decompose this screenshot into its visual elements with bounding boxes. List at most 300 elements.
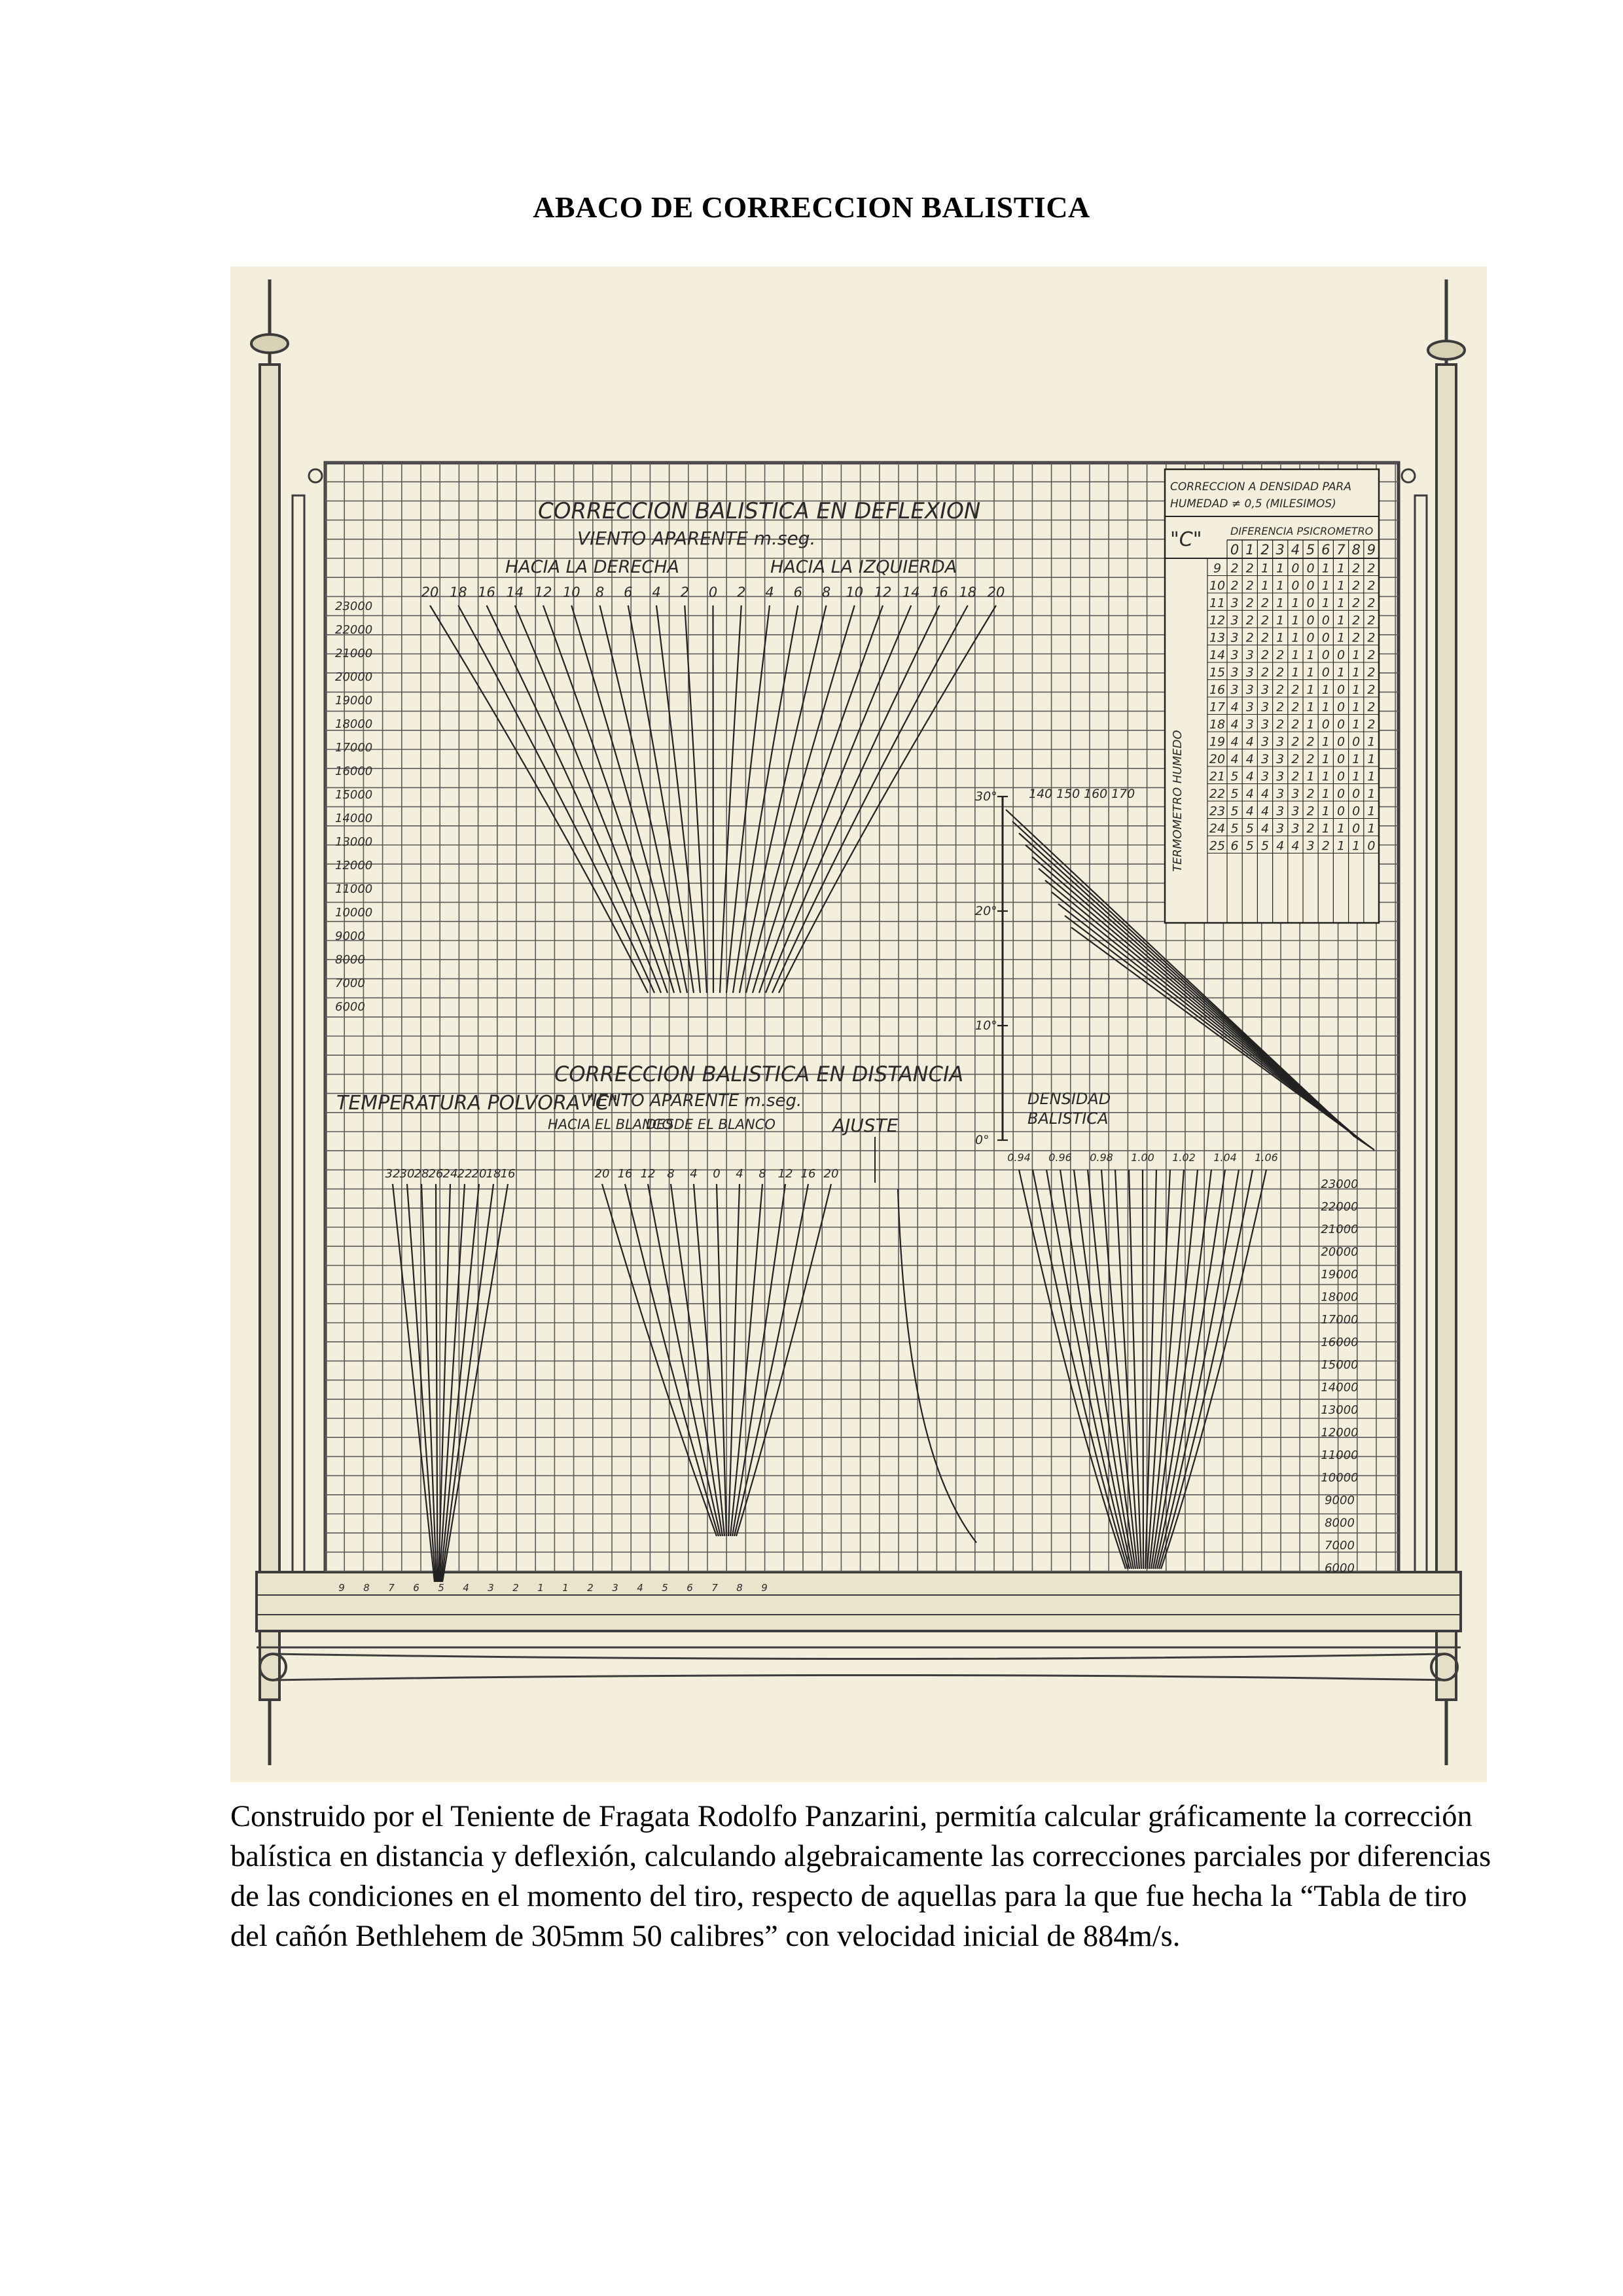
deflexion-range-tick: 18000 [335,717,373,731]
densidad-cell: 0 [1352,804,1361,819]
distancia-tick: 12 [640,1167,656,1181]
densidad-cell: 1 [1352,717,1361,732]
densidad-cell: 2 [1245,630,1254,645]
deflexion-range-tick: 21000 [335,647,373,660]
densidad-cell: 2 [1260,630,1270,645]
densidad-balistica-label-line1: DENSIDAD [1027,1090,1111,1108]
densidad-cell: 1 [1321,561,1330,576]
densidad-balistica-fan-line [1157,1170,1239,1569]
densidad-balistica-fan-line [1033,1170,1128,1569]
densidad-cell: 1 [1276,596,1285,611]
slide-rule-tick: 1 [537,1582,544,1594]
distancia-fan-line [732,1184,785,1536]
deflexion-range-tick: 17000 [335,741,373,755]
distancia-fan-line [602,1184,717,1536]
slide-rule-tick: 2 [587,1582,594,1594]
densidad-cell: 3 [1291,821,1300,836]
densidad-cell: 2 [1291,683,1300,697]
slide-rule-tick: 3 [488,1582,494,1594]
densidad-table-unit: "C" [1170,528,1202,551]
temperatura-tick: 28 [414,1167,429,1181]
densidad-cell: 0 [1306,613,1315,628]
range-right-tick: 19000 [1321,1268,1359,1282]
densidad-cell: 2 [1306,734,1315,749]
distancia-tick: 16 [617,1167,633,1181]
densidad-row-temperature: 13 [1209,630,1226,645]
range-right-tick: 22000 [1321,1200,1359,1214]
densidad-cell: 1 [1276,613,1285,628]
densidad-column-header: 9 [1366,542,1376,558]
densidad-cell: 2 [1352,630,1361,645]
densidad-cell: 3 [1260,734,1270,749]
deflexion-title: CORRECCION BALISTICA EN DEFLEXION [538,498,981,524]
deflexion-fan-line [766,605,940,993]
abaco-drawing [230,266,1487,1782]
deflexion-wind-tick: 20 [421,584,439,600]
densidad-balistica-tick: 0.96 [1048,1151,1072,1164]
densidad-row-temperature: 20 [1209,752,1226,766]
densidad-cell: 2 [1306,787,1315,801]
densidad-cell: 1 [1367,769,1376,784]
slide-rule-tick: 8 [736,1582,743,1594]
densidad-cell: 3 [1245,665,1254,680]
densidad-cell: 0 [1367,838,1376,853]
deflexion-wind-tick: 12 [534,584,552,600]
densidad-cell: 1 [1291,630,1300,645]
deflexion-wind-tick: 4 [765,584,774,600]
densidad-cell: 1 [1321,700,1330,715]
deflexion-wind-tick: 14 [506,584,524,600]
densidad-cell: 1 [1321,596,1330,611]
densidad-cell: 4 [1276,838,1285,853]
densidad-cell: 4 [1245,752,1254,766]
deflexion-fan-line [740,605,827,993]
deflexion-wind-tick: 14 [902,584,920,600]
slide-rule-tick: 5 [662,1582,668,1594]
densidad-cell: 1 [1321,787,1330,801]
densidad-cell: 0 [1336,648,1346,662]
deflexion-wind-tick: 6 [793,584,802,600]
densidad-balistica-tick: 0.98 [1090,1151,1113,1164]
densidad-cell: 0 [1352,734,1361,749]
deflexion-wind-tick: 8 [821,584,831,600]
densidad-cell: 1 [1336,665,1346,680]
densidad-cell: 2 [1230,561,1239,576]
densidad-cell: 2 [1276,700,1285,715]
densidad-cell: 4 [1260,804,1270,819]
temperatura-fan-line [442,1184,494,1582]
densidad-cell: 2 [1291,752,1300,766]
densidad-balistica-tick: 0.94 [1007,1151,1031,1164]
densidad-row-temperature: 21 [1209,769,1226,784]
temperatura-tick: 16 [500,1167,516,1181]
range-right-tick: 16000 [1321,1335,1359,1350]
range-right-tick: 21000 [1321,1223,1359,1236]
densidad-cell: 3 [1306,838,1315,853]
temp-axis-top-value: 170 [1111,787,1135,801]
densidad-cell: 0 [1352,821,1361,836]
slide-rule-tick: 8 [363,1582,370,1594]
distancia-left-label: HACIA EL BLANCO [548,1117,673,1132]
densidad-cell: 2 [1276,717,1285,732]
temperatura-tick: 22 [457,1167,473,1181]
densidad-cell: 1 [1352,648,1361,662]
densidad-cell: 1 [1291,613,1300,628]
densidad-cell: 2 [1367,700,1376,715]
densidad-cell: 3 [1230,630,1239,645]
densidad-row-temperature: 24 [1209,821,1226,836]
densidad-cell: 0 [1321,630,1330,645]
deflexion-fan-line [720,605,741,993]
deflexion-fan-line [753,605,883,993]
densidad-cell: 4 [1230,752,1239,766]
densidad-cell: 1 [1352,838,1361,853]
densidad-cell: 2 [1245,579,1254,593]
densidad-cell: 4 [1245,804,1254,819]
range-right-tick: 18000 [1321,1290,1359,1304]
deflexion-fan-line [458,605,654,993]
densidad-cell: 2 [1260,648,1270,662]
range-right-tick: 20000 [1321,1245,1359,1259]
densidad-cell: 3 [1245,683,1254,697]
deflexion-wind-tick: 0 [708,584,718,600]
densidad-cell: 1 [1260,561,1270,576]
densidad-cell: 5 [1260,838,1270,853]
densidad-cell: 5 [1245,821,1254,836]
densidad-balistica-fan-line [1074,1170,1133,1569]
densidad-balistica-fan-line [1159,1170,1253,1569]
densidad-table-side-label: TERMOMETRO HUMEDO [1171,730,1185,872]
densidad-cell: 2 [1367,613,1376,628]
densidad-cell: 3 [1276,804,1285,819]
densidad-cell: 1 [1367,804,1376,819]
densidad-cell: 4 [1260,821,1270,836]
densidad-cell: 0 [1291,579,1300,593]
slide-rule-tick: 1 [562,1582,569,1594]
slide-rule-tick: 2 [512,1582,519,1594]
distancia-tick: 8 [667,1167,675,1181]
slide-rule-tick: 7 [711,1582,718,1594]
densidad-cell: 4 [1230,717,1239,732]
deflexion-wind-tick: 4 [652,584,661,600]
densidad-cell: 2 [1291,700,1300,715]
distancia-tick: 4 [690,1167,698,1181]
densidad-row-temperature: 14 [1209,648,1226,662]
densidad-cell: 2 [1306,804,1315,819]
densidad-cell: 3 [1276,734,1285,749]
range-right-tick: 10000 [1321,1471,1359,1485]
densidad-cell: 2 [1291,717,1300,732]
temperatura-label: TEMPERATURA POLVORA "C" [336,1092,618,1115]
range-right-tick: 12000 [1321,1426,1359,1440]
temperatura-tick: 30 [399,1167,415,1181]
densidad-cell: 3 [1245,700,1254,715]
densidad-cell: 2 [1245,596,1254,611]
densidad-cell: 0 [1306,630,1315,645]
distancia-tick: 4 [736,1167,743,1181]
densidad-cell: 1 [1306,700,1315,715]
densidad-cell: 3 [1245,648,1254,662]
densidad-cell: 0 [1321,648,1330,662]
distancia-fan-line [717,1184,726,1536]
densidad-cell: 3 [1245,717,1254,732]
deflexion-range-tick: 12000 [335,859,373,872]
densidad-cell: 3 [1230,596,1239,611]
deflexion-range-tick: 13000 [335,835,373,849]
densidad-cell: 0 [1321,613,1330,628]
deflexion-range-tick: 11000 [335,882,373,896]
densidad-cell: 4 [1230,734,1239,749]
densidad-cell: 2 [1245,561,1254,576]
densidad-cell: 1 [1352,683,1361,697]
temp-axis-top-value: 150 [1056,787,1080,801]
range-right-tick: 9000 [1325,1494,1355,1507]
deflexion-fan-line [571,605,681,993]
densidad-cell: 2 [1367,717,1376,732]
densidad-cell: 0 [1352,787,1361,801]
densidad-balistica-tick: 1.02 [1172,1151,1196,1164]
densidad-cell: 1 [1291,648,1300,662]
densidad-cell: 0 [1306,596,1315,611]
densidad-cell: 1 [1367,821,1376,836]
densidad-balistica-tick: 1.04 [1213,1151,1237,1164]
densidad-row-temperature: 15 [1209,665,1226,680]
densidad-table [1165,469,1379,923]
densidad-cell: 4 [1245,769,1254,784]
temperatura-tick: 24 [442,1167,458,1181]
densidad-column-header: 4 [1291,542,1300,558]
densidad-balistica-tick: 1.06 [1255,1151,1278,1164]
temp-axis-top-value: 140 [1029,787,1053,801]
deflexion-wind-tick: 20 [987,584,1005,600]
densidad-cell: 3 [1260,700,1270,715]
temperatura-tick: 18 [486,1167,501,1181]
densidad-cell: 0 [1336,769,1346,784]
temperatura-fan-line [436,1184,438,1582]
densidad-row-temperature: 19 [1209,734,1226,749]
densidad-cell: 1 [1306,683,1315,697]
densidad-cell: 3 [1291,804,1300,819]
densidad-cell: 0 [1306,561,1315,576]
distancia-tick: 12 [777,1167,793,1181]
densidad-cell: 5 [1245,838,1254,853]
temperatura-tick: 20 [471,1167,487,1181]
temp-axis-tick: 20° [975,904,997,918]
densidad-balistica-fan-line [1151,1170,1198,1569]
densidad-cell: 1 [1321,804,1330,819]
densidad-cell: 2 [1367,648,1376,662]
densidad-balistica-label-line2: BALISTICA [1027,1109,1109,1128]
densidad-cell: 1 [1306,648,1315,662]
densidad-cell: 1 [1336,821,1346,836]
distancia-tick: 20 [594,1167,610,1181]
densidad-table-title-line1: CORRECCION A DENSIDAD PARA [1170,480,1351,493]
densidad-column-header: 5 [1306,542,1315,558]
densidad-cell: 1 [1291,596,1300,611]
deflexion-range-tick: 6000 [335,1000,365,1014]
deflexion-wind-tick: 2 [680,584,689,600]
densidad-cell: 1 [1336,579,1346,593]
deflexion-range-tick: 19000 [335,694,373,708]
densidad-cell: 2 [1367,630,1376,645]
densidad-cell: 1 [1352,700,1361,715]
densidad-column-header: 8 [1351,542,1361,558]
temperatura-tick: 26 [428,1167,444,1181]
densidad-cell: 3 [1276,821,1285,836]
deflexion-wind-tick: 18 [959,584,977,600]
range-right-tick: 14000 [1321,1380,1359,1395]
densidad-cell: 1 [1367,734,1376,749]
temp-axis-tick: 30° [975,789,997,804]
densidad-column-header: 2 [1260,542,1270,558]
densidad-cell: 3 [1276,752,1285,766]
densidad-cell: 2 [1352,596,1361,611]
deflexion-fan-line [733,605,798,993]
densidad-cell: 1 [1336,630,1346,645]
densidad-cell: 0 [1336,683,1346,697]
range-right-tick: 15000 [1321,1358,1359,1372]
distancia-tick: 16 [800,1167,816,1181]
densidad-cell: 1 [1291,665,1300,680]
densidad-cell: 3 [1260,717,1270,732]
temp-axis-top-value: 160 [1084,787,1108,801]
densidad-cell: 1 [1367,787,1376,801]
deflexion-subtitle: VIENTO APARENTE m.seg. [577,528,816,549]
densidad-cell: 6 [1230,838,1239,853]
deflexion-fan-line [726,605,770,993]
densidad-cell: 1 [1306,665,1315,680]
densidad-cell: 0 [1336,787,1346,801]
densidad-cell: 0 [1291,561,1300,576]
densidad-row-temperature: 23 [1209,804,1226,819]
densidad-column-header: 0 [1230,542,1240,558]
temp-axis-tick: 10° [975,1018,997,1033]
range-right-tick: 8000 [1325,1516,1355,1530]
densidad-cell: 2 [1352,613,1361,628]
deflexion-wind-tick: 12 [874,584,892,600]
densidad-cell: 1 [1321,769,1330,784]
deflexion-wind-tick: 10 [846,584,864,600]
deflexion-fan-line [713,605,714,993]
range-right-tick: 11000 [1321,1448,1359,1462]
slide-rule-tick: 4 [637,1582,643,1594]
densidad-column-header: 3 [1275,542,1285,558]
densidad-cell: 5 [1230,821,1239,836]
slide-rule-tick: 4 [463,1582,469,1594]
densidad-balistica-fan-line [1147,1170,1170,1569]
range-right-tick: 23000 [1321,1177,1359,1191]
deflexion-wind-tick: 16 [478,584,495,600]
deflexion-range-tick: 16000 [335,764,373,778]
densidad-cell: 3 [1230,683,1239,697]
densidad-cell: 3 [1276,769,1285,784]
densidad-cell: 0 [1306,579,1315,593]
densidad-cell: 3 [1276,787,1285,801]
densidad-row-temperature: 12 [1209,613,1226,628]
densidad-cell: 1 [1306,769,1315,784]
densidad-cell: 2 [1291,769,1300,784]
distancia-fan-line [671,1184,722,1536]
densidad-cell: 3 [1291,787,1300,801]
densidad-cell: 0 [1321,717,1330,732]
deflexion-fan-line [759,605,911,993]
densidad-cell: 5 [1230,769,1239,784]
densidad-cell: 2 [1367,665,1376,680]
densidad-row-temperature: 9 [1213,561,1222,576]
distancia-title: CORRECCION BALISTICA EN DISTANCIA [554,1062,964,1086]
densidad-cell: 2 [1276,665,1285,680]
densidad-row-temperature: 18 [1209,717,1226,732]
densidad-column-header: 6 [1321,542,1330,558]
densidad-cell: 2 [1352,561,1361,576]
densidad-cell: 2 [1245,613,1254,628]
densidad-cell: 0 [1336,804,1346,819]
densidad-cell: 0 [1336,717,1346,732]
deflexion-range-tick: 9000 [335,929,365,943]
slide-rule-tick: 9 [761,1582,768,1594]
temperatura-tick: 32 [385,1167,401,1181]
densidad-cell: 4 [1230,700,1239,715]
densidad-row-temperature: 16 [1209,683,1226,697]
densidad-cell: 2 [1367,561,1376,576]
deflexion-range-tick: 14000 [335,812,373,825]
distancia-subtitle: VIENTO APARENTE m.seg. [580,1091,802,1111]
distancia-tick: 0 [713,1167,721,1181]
slide-rule-tick: 6 [413,1582,419,1594]
densidad-cell: 0 [1336,752,1346,766]
densidad-column-header: 1 [1245,542,1255,558]
densidad-cell: 1 [1352,665,1361,680]
densidad-row-temperature: 17 [1209,700,1226,715]
densidad-cell: 2 [1321,838,1330,853]
slide-rule-tick: 5 [438,1582,444,1594]
densidad-row-temperature: 22 [1209,787,1226,801]
range-right-tick: 7000 [1325,1539,1355,1552]
deflexion-range-tick: 22000 [335,623,373,637]
temp-axis-tick: 0° [975,1133,990,1147]
densidad-cell: 2 [1230,579,1239,593]
densidad-cell: 1 [1321,579,1330,593]
densidad-cell: 2 [1260,596,1270,611]
deflexion-range-tick: 23000 [335,600,373,613]
densidad-cell: 1 [1321,683,1330,697]
range-right-tick: 6000 [1325,1561,1355,1575]
deflexion-range-tick: 15000 [335,788,373,802]
densidad-cell: 0 [1336,734,1346,749]
distancia-right-label: DESDE EL BLANCO [646,1117,776,1132]
caption-paragraph: Construido por el Teniente de Fragata Rodolfo Panzarini, permitía calcular gráficamente la corrección balística en distancia y deflexión, calculando algebraicamente las correcciones parciales por diferencias de las condiciones en el momento del tiro, respecto de aquellas para la que fue hecha la “Tabla de tiro del cañón Bethlehem de 305mm 50 calibres” con velocidad inicial de 884m/s. [230,1800,1491,1953]
densidad-cell: 1 [1321,821,1330,836]
densidad-cell: 2 [1367,683,1376,697]
densidad-cell: 5 [1230,804,1239,819]
distancia-fan-line [625,1184,719,1536]
deflexion-range-tick: 7000 [335,977,365,990]
densidad-cell: 1 [1336,613,1346,628]
densidad-cell: 0 [1321,665,1330,680]
densidad-cell: 4 [1291,838,1300,853]
densidad-cell: 2 [1367,596,1376,611]
slide-rule-tick: 7 [388,1582,395,1594]
densidad-cell: 3 [1260,752,1270,766]
slide-rule-tick: 9 [338,1582,345,1594]
density-diagonal-line [1065,916,1372,1149]
deflexion-wind-tick: 10 [562,584,580,600]
densidad-cell: 3 [1230,665,1239,680]
deflexion-wind-tick: 8 [595,584,605,600]
densidad-cell: 4 [1245,734,1254,749]
deflexion-right-label: HACIA LA IZQUIERDA [770,557,957,577]
densidad-cell: 1 [1336,838,1346,853]
